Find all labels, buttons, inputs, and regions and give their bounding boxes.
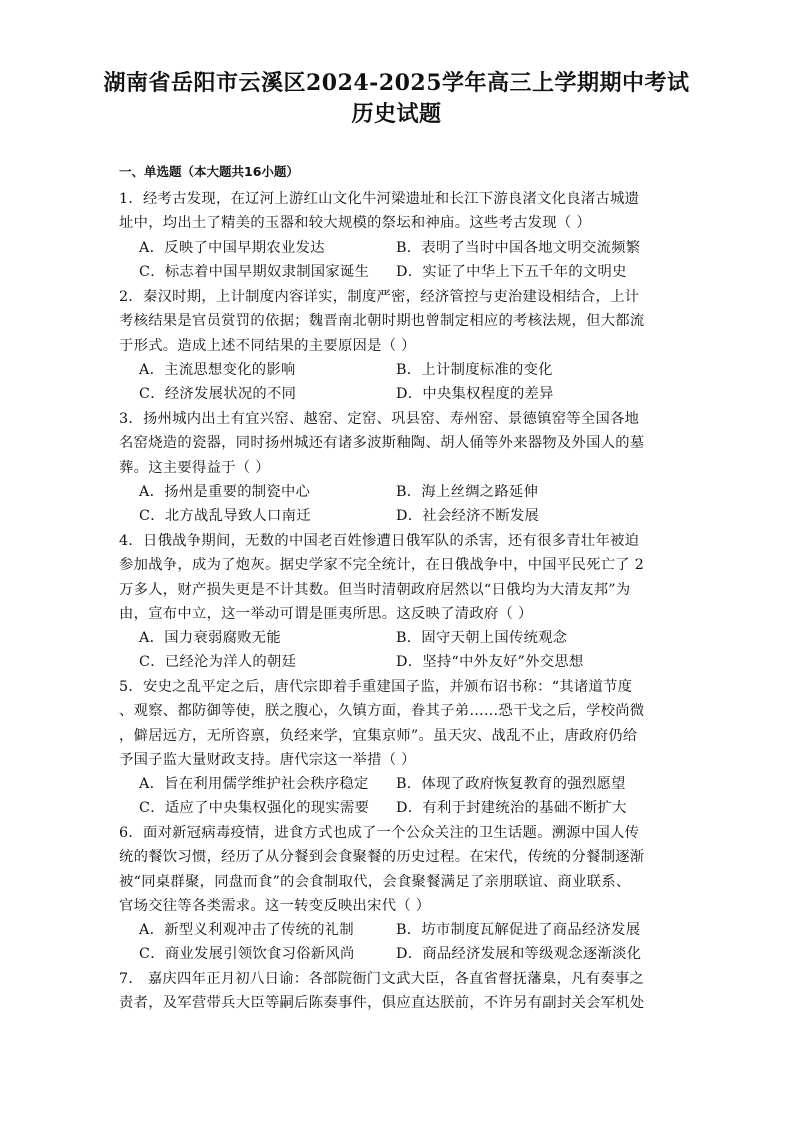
option-a: A．反映了中国早期农业发达 — [139, 240, 325, 256]
question-text: 5．安史之乱平定之后，唐代宗即着手重建国子监，并颁布诏书称：“其诸道节度 — [119, 679, 633, 695]
option-b: B．固守天朝上国传统观念 — [396, 630, 568, 646]
option-a: A．旨在利用儒学维护社会秩序稳定 — [139, 776, 369, 792]
option-d: D．中央集权程度的差异 — [396, 386, 554, 402]
option-d: D．实证了中华上下五千年的文明史 — [396, 264, 627, 280]
option-a: A．新型义利观冲击了传统的礼制 — [139, 922, 354, 938]
question-text: 名窑烧造的瓷器，同时扬州城还有诸多波斯釉陶、胡人俑等外来器物及外国人的墓 — [119, 435, 645, 451]
option-d: D．坚持“中外友好”外交思想 — [396, 654, 584, 670]
question-text: 予国子监大量财政支持。唐代宗这一举措（ ） — [119, 752, 416, 768]
section-heading: 一、单选题（本大题共16小题） — [119, 164, 299, 179]
question-text: 于形式。造成上述不同结果的主要原因是（ ） — [119, 338, 416, 354]
question-text: 责者，及军营带兵大臣等嗣后陈奏事件，俱应直达朕前，不许另有副封关会军机处 — [119, 995, 645, 1011]
option-a: A．主流思想变化的影响 — [139, 362, 296, 378]
option-a: A．扬州是重要的制瓷中心 — [139, 484, 311, 500]
document-title-line-2: 历史试题 — [351, 101, 442, 127]
question-text: 6．面对新冠病毒疫情，进食方式也成了一个公众关注的卫生话题。溯源中国人传 — [119, 825, 640, 841]
question-text: 2．秦汉时期，上计制度内容详实，制度严密，经济管控与吏治建设相结合，上计 — [119, 289, 640, 305]
option-c: C．经济发展状况的不同 — [139, 386, 297, 402]
question-text: 万多人，财产损失更是不计其数。但当时清朝政府居然以“日俄均为大清友邦”为 — [119, 582, 631, 598]
question-text: 官场交往等各类需求。这一转变反映出宋代（ ） — [119, 898, 431, 914]
option-b: B．坊市制度瓦解促进了商品经济发展 — [396, 922, 641, 938]
option-c: C．商业发展引领饮食习俗新风尚 — [139, 946, 355, 962]
question-text: 葬。这主要得益于（ ） — [119, 460, 270, 476]
option-c: C．标志着中国早期奴隶制国家诞生 — [139, 264, 370, 280]
question-text: 统的餐饮习惯，经历了从分餐到会食聚餐的历史过程。在宋代，传统的分餐制逐渐 — [119, 849, 645, 865]
question-text: 7． 嘉庆四年正月初八日谕：各部院衙门文武大臣，各直省督抚藩臬，凡有奏事之 — [119, 971, 645, 987]
question-text: 参加战争，成为了炮灰。据史学家不完全统计，在日俄战争中，中国平民死亡了 2 — [119, 557, 645, 573]
document-title-line-1: 湖南省岳阳市云溪区2024-2025学年高三上学期期中考试 — [103, 70, 690, 96]
question-text: ，僻居远方，无所咨禀，负经来学，宜集京师”。虽天灾、战乱不止，唐政府仍给 — [119, 728, 638, 744]
option-d: D．商品经济发展和等级观念逐渐淡化 — [396, 946, 642, 962]
option-d: D．有利于封建统治的基础不断扩大 — [396, 800, 627, 816]
question-text: 考核结果是官员赏罚的依据；魏晋南北朝时期也曾制定相应的考核法规，但大都流 — [119, 313, 645, 329]
question-text: 、观察、都防御等使，朕之腹心，久镇方面，眷其子弟……恐干戈之后，学校尚微 — [119, 703, 645, 719]
option-b: B．海上丝绸之路延伸 — [396, 484, 539, 500]
question-text: 1．经考古发现，在辽河上游红山文化牛河梁遗址和长江下游良渚文化良渚古城遗 — [119, 191, 640, 207]
question-text: 4．日俄战争期间，无数的中国老百姓惨遭日俄军队的杀害，还有很多青壮年被迫 — [119, 533, 640, 549]
question-text: 3．扬州城内出土有宜兴窑、越窑、定窑、巩县窑、寿州窑、景德镇窑等全国各地 — [119, 411, 640, 427]
option-c: C．北方战乱导致人口南迁 — [139, 508, 311, 524]
question-text: 由，宣布中立，这一举动可谓是匪夷所思。这反映了清政府（ ） — [119, 606, 533, 622]
option-a: A．国力衰弱腐败无能 — [139, 630, 281, 646]
option-b: B．上计制度标准的变化 — [396, 362, 553, 378]
option-c: C．适应了中央集权强化的现实需要 — [139, 800, 370, 816]
question-text: 址中，均出土了精美的玉器和较大规模的祭坛和神庙。这些考古发现（ ） — [119, 215, 591, 231]
question-text: 被“同桌群聚，同盘而食”的会食制取代，会食聚餐满足了亲朋联谊、商业联系、 — [119, 874, 631, 890]
option-d: D．社会经济不断发展 — [396, 508, 540, 524]
option-b: B．表明了当时中国各地文明交流频繁 — [396, 240, 641, 256]
option-b: B．体现了政府恢复教育的强烈愿望 — [396, 776, 626, 792]
option-c: C．已经沦为洋人的朝廷 — [139, 654, 297, 670]
